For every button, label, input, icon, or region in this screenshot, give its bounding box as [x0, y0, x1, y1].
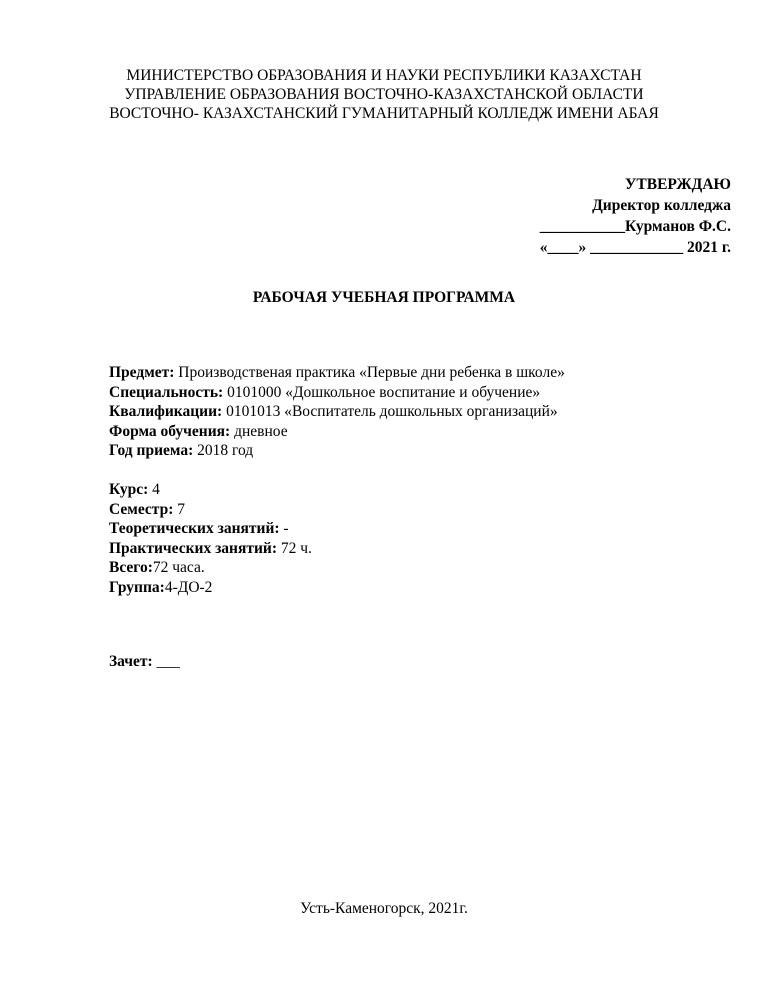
- info-value: -: [279, 520, 289, 537]
- info-value: 0101000 «Дошкольное воспитание и обучение»: [223, 383, 541, 401]
- header-line-ministry: МИНИСТЕРСТВО ОБРАЗОВАНИЯ И НАУКИ РЕСПУБЛИКИ КАЗАХСТАН: [126, 67, 642, 84]
- info-label: Специальность:: [109, 383, 224, 401]
- credit-info: [109, 652, 180, 672]
- approval-title: УТВЕРЖДАЮ: [625, 176, 731, 193]
- hours-info: [109, 480, 312, 597]
- info-value: дневное: [230, 422, 288, 440]
- info-group: [109, 578, 312, 598]
- info-subject: [109, 363, 565, 383]
- info-total: [109, 558, 312, 578]
- document-title: РАБОЧАЯ УЧЕБНАЯ ПРОГРАММА: [252, 289, 516, 306]
- info-value: ___: [152, 653, 180, 670]
- info-value: 4-ДО-2: [164, 578, 213, 596]
- header-line-college: ВОСТОЧНО- КАЗАХСТАНСКИЙ ГУМАНИТАРНЫЙ КОЛЛЕДЖ ИМЕНИ АБАЯ: [109, 105, 659, 122]
- info-course: [109, 480, 312, 500]
- info-value: 7: [173, 500, 185, 518]
- info-admission-year: [109, 441, 565, 461]
- info-label: Практических занятий:: [109, 539, 278, 557]
- info-qualification: [109, 402, 565, 422]
- info-specialty: [109, 383, 565, 403]
- info-practice: [109, 539, 312, 559]
- info-value: 72 часа.: [152, 559, 205, 576]
- info-label: Курс:: [109, 481, 149, 498]
- info-value: 4: [148, 481, 160, 498]
- info-value: 0101013 «Воспитатель дошкольных организаций»: [222, 403, 558, 420]
- info-credit: [109, 652, 180, 672]
- info-label: Зачет:: [109, 653, 153, 670]
- info-value: 72 ч.: [277, 539, 312, 557]
- program-info: [109, 363, 565, 461]
- info-label: Предмет:: [109, 364, 175, 381]
- ministry-header: [0, 66, 768, 123]
- info-theory: [109, 519, 312, 539]
- footer-city-year: Усть-Каменогорск, 2021г.: [300, 900, 468, 917]
- info-value: Производственая практика «Первые дни ребенка в школе»: [174, 364, 565, 381]
- header-line-department: УПРАВЛЕНИЕ ОБРАЗОВАНИЯ ВОСТОЧНО-КАЗАХСТАНСКОЙ ОБЛАСТИ: [124, 86, 644, 103]
- info-label: Теоретических занятий:: [109, 520, 280, 537]
- approval-block: [540, 174, 731, 258]
- info-label: Год приема:: [109, 442, 194, 459]
- info-value: 2018 год: [193, 442, 254, 459]
- approval-position: Директор колледжа: [592, 197, 731, 214]
- info-label: Семестр:: [109, 500, 174, 518]
- info-semester: [109, 500, 312, 520]
- info-label: Форма обучения:: [109, 422, 231, 440]
- info-label: Группа:: [109, 578, 165, 596]
- info-study-form: [109, 422, 565, 442]
- info-label: Всего:: [109, 559, 153, 576]
- info-label: Квалификации:: [109, 403, 223, 420]
- approval-date: «____» ____________ 2021 г.: [539, 239, 731, 256]
- approval-signature: ___________Курманов Ф.С.: [539, 218, 731, 235]
